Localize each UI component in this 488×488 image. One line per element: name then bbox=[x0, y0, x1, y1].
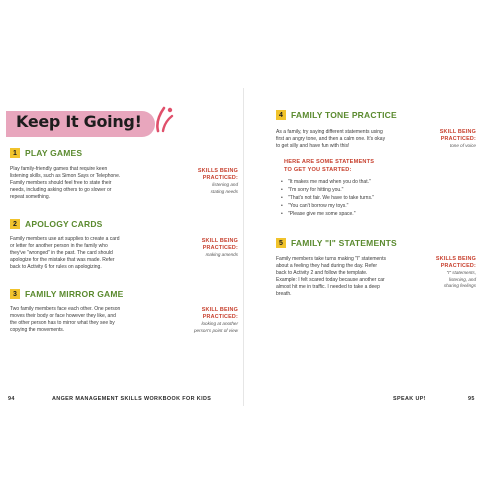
statements-subhead bbox=[284, 159, 374, 174]
splash-icon bbox=[153, 105, 175, 133]
skills-value: listening and bbox=[212, 182, 238, 187]
list-item: • "I'm sorry for hitting you." bbox=[280, 186, 374, 194]
section-2-skills bbox=[176, 238, 238, 259]
list-item: • "That's not fair. We have to take turns." bbox=[280, 194, 374, 202]
section-5-body bbox=[276, 256, 426, 298]
skills-label: SKILL BEING bbox=[201, 238, 238, 244]
section-title: FAMILY "I" STATEMENTS bbox=[291, 238, 397, 248]
book-spread bbox=[0, 88, 488, 418]
page-number: 95 bbox=[468, 396, 475, 402]
section-3-header bbox=[10, 289, 124, 299]
skills-value: looking at another bbox=[201, 321, 238, 326]
body-line: Family members should feel free to state their bbox=[10, 180, 112, 186]
section-2-body bbox=[10, 236, 175, 271]
body-line: Two family members face each other. One person bbox=[10, 306, 121, 312]
section-number: 5 bbox=[276, 238, 286, 248]
statement-list bbox=[280, 178, 374, 218]
skills-label: PRACTICED: bbox=[202, 175, 238, 181]
skills-value: making amends bbox=[205, 252, 238, 257]
body-line: moves their body or face however they like, and bbox=[10, 313, 116, 319]
skills-label: PRACTICED: bbox=[440, 263, 476, 269]
section-title: FAMILY MIRROR GAME bbox=[25, 289, 124, 299]
right-page bbox=[244, 88, 488, 418]
body-line: repeat something. bbox=[10, 194, 51, 200]
skills-value: sharing feelings bbox=[443, 283, 476, 288]
body-line: back to Activity 2 and follow the template. bbox=[276, 270, 368, 276]
section-2-header bbox=[10, 219, 103, 229]
skills-label: PRACTICED: bbox=[202, 245, 238, 251]
skills-label: PRACTICED: bbox=[440, 136, 476, 142]
body-line: listening skills, such as Simon Says or Telephone. bbox=[10, 173, 121, 179]
body-line: As a family, try saying different statements using bbox=[276, 129, 383, 135]
running-title: ANGER MANAGEMENT SKILLS WORKBOOK FOR KIDS bbox=[52, 396, 212, 402]
body-line: about a feeling they had during the day. Refer bbox=[276, 263, 378, 269]
skills-value: "I" statements, bbox=[446, 270, 476, 275]
skills-value: person's point of view bbox=[193, 327, 238, 333]
section-number: 2 bbox=[10, 219, 20, 229]
body-line: or letter for another person in the family who bbox=[10, 243, 108, 249]
left-page bbox=[0, 88, 244, 418]
skills-label: PRACTICED: bbox=[202, 314, 238, 320]
skills-label: SKILLS BEING bbox=[197, 168, 238, 174]
body-line: needs, including asking others to go slower or bbox=[10, 187, 112, 193]
section-number: 1 bbox=[10, 148, 20, 158]
subhead-line: HERE ARE SOME STATEMENTS bbox=[284, 159, 375, 165]
body-line: to get silly and have fun with this! bbox=[276, 143, 350, 149]
body-line: Play family-friendly games that require keen bbox=[10, 166, 108, 172]
body-line: Example: I felt scared today because another car bbox=[276, 277, 385, 283]
page-number: 94 bbox=[8, 396, 15, 402]
running-title: SPEAK UP! bbox=[393, 396, 426, 402]
section-1-skills bbox=[176, 168, 238, 195]
list-item: • "You can't borrow my toys." bbox=[280, 202, 374, 210]
body-line: first an angry tone, and then a calm one. It's okay bbox=[276, 136, 386, 142]
section-5-header bbox=[276, 238, 397, 248]
list-item: • "It makes me mad when you do that." bbox=[280, 178, 374, 186]
page-title: Keep It Going! bbox=[16, 112, 142, 131]
body-line: Family members take turns making "I" statements bbox=[276, 256, 386, 262]
section-5-skills bbox=[416, 256, 476, 290]
section-number: 4 bbox=[276, 110, 286, 120]
section-1-body bbox=[10, 166, 175, 201]
skills-label: SKILL BEING bbox=[201, 307, 238, 313]
section-4-body bbox=[276, 129, 426, 150]
body-line: copying the movements. bbox=[10, 327, 65, 333]
section-3-skills bbox=[166, 307, 238, 334]
section-4-skills bbox=[416, 129, 476, 150]
subhead-line: TO GET YOU STARTED: bbox=[284, 166, 352, 173]
skills-value: stating needs bbox=[210, 188, 238, 194]
section-3-body bbox=[10, 306, 175, 334]
section-4-header bbox=[276, 110, 397, 120]
body-line: apologize for the mistake that was made. Refer bbox=[10, 257, 115, 263]
body-line: back to Activity 6 for rules on apologizing. bbox=[10, 264, 102, 270]
body-line: breath. bbox=[276, 291, 292, 297]
body-line: almost hit me in traffic. I needed to take a deep bbox=[276, 284, 380, 290]
skills-label: SKILL BEING bbox=[439, 129, 476, 135]
section-1-header bbox=[10, 148, 82, 158]
section-title: FAMILY TONE PRACTICE bbox=[291, 110, 397, 120]
section-title: APOLOGY CARDS bbox=[25, 219, 103, 229]
skills-value: listening, and bbox=[448, 276, 476, 282]
body-line: the other person has to mirror what they see by bbox=[10, 320, 115, 326]
skills-value: tone of voice bbox=[449, 143, 476, 148]
skills-label: SKILLS BEING bbox=[435, 256, 476, 262]
body-line: they've "wronged" in the past. The card should bbox=[10, 250, 113, 256]
list-item: • "Please give me some space." bbox=[280, 210, 374, 218]
section-title: PLAY GAMES bbox=[25, 148, 83, 158]
body-line: Family members use art supplies to create a card bbox=[10, 236, 120, 242]
section-number: 3 bbox=[10, 289, 20, 299]
